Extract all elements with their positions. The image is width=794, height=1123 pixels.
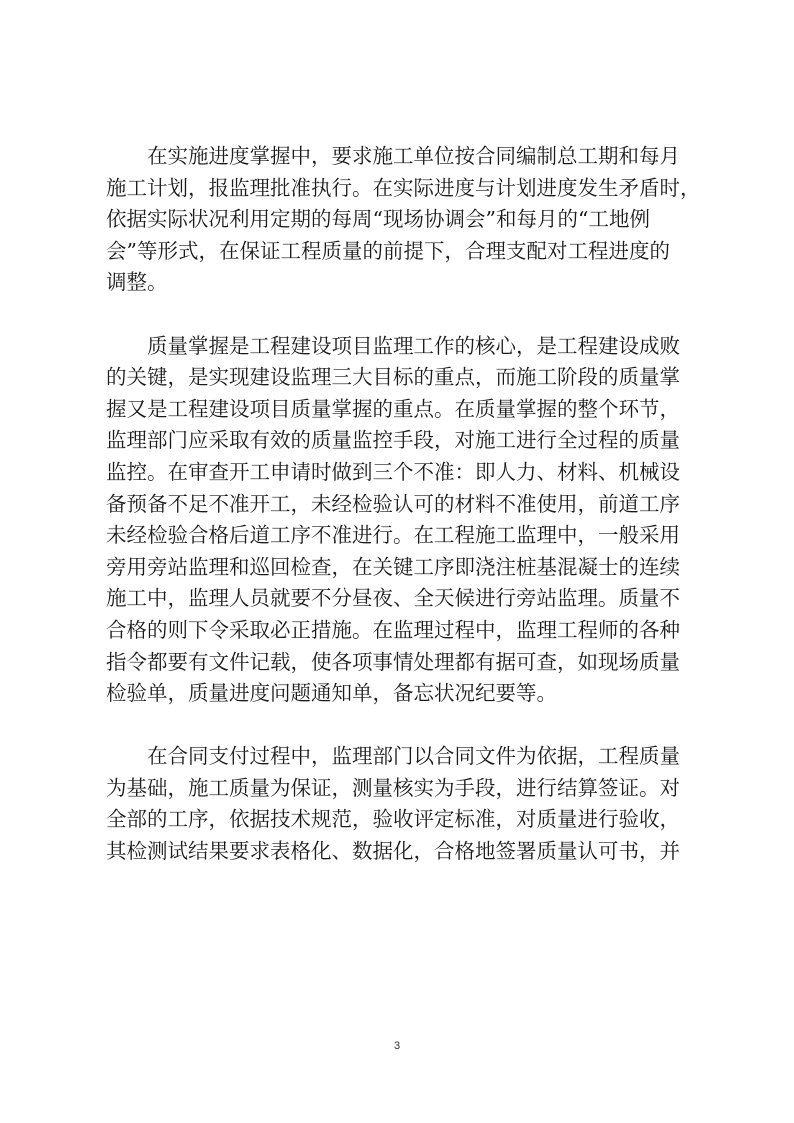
paragraph-quality-control: 质量掌握是工程建设项目监理工作的核心，是工程建设成败 的关键，是实现建设监理三大目标的重点，而施工阶段的质量掌 握又是工程建设项目质量掌握的重点。在质量掌握的整个环节， 监理部门应采取有效的质量监控手段，对施工进行全过程的质量 监控。在审查开工申请时做到三个不准：即人力、材料、机械设 备预备不足不准开工，未经检验认可的材料不准使用，前道工序 未经检验合格后道工序不准进行。在工程施工监理中，一般采用 旁用旁站监理和巡回检查，在关键工序即浇注桩基混凝士的连续 施工中，监理人员就要不分昼夜、全天候进行旁站监理。质量不 合格的则下令采取必正措施。在监理过程中，监理工程师的各种 指令都要有文件记载，使各项事情处理都有据可查，如现场质量 检验单，质量进度问题通知单，备忘状况纪要等。: [106, 333, 680, 706]
paragraph-progress-control: 在实施进度掌握中，要求施工单位按合同编制总工期和每月 施工计划，报监理批准执行。在实际进度与计划进度发生矛盾时， 依据实际状况利用定期的每周“现场协调会”和每月的“工地例 会”等形式，在保证工程质量的前提下，合理支配对工程进度的 调整。: [106, 144, 701, 295]
page-number: 3: [393, 1040, 401, 1052]
paragraph-contract-payment: 在合同支付过程中，监理部门以合同文件为依据，工程质量 为基础，施工质量为保证，测量核实为手段，进行结算签证。对 全部的工序，依据技术规范，验收评定标准，对质量进行验收， 其检测试结果要求表格化、数据化，合格地签署质量认可书，并: [106, 744, 680, 864]
body-text: [106, 141, 714, 868]
